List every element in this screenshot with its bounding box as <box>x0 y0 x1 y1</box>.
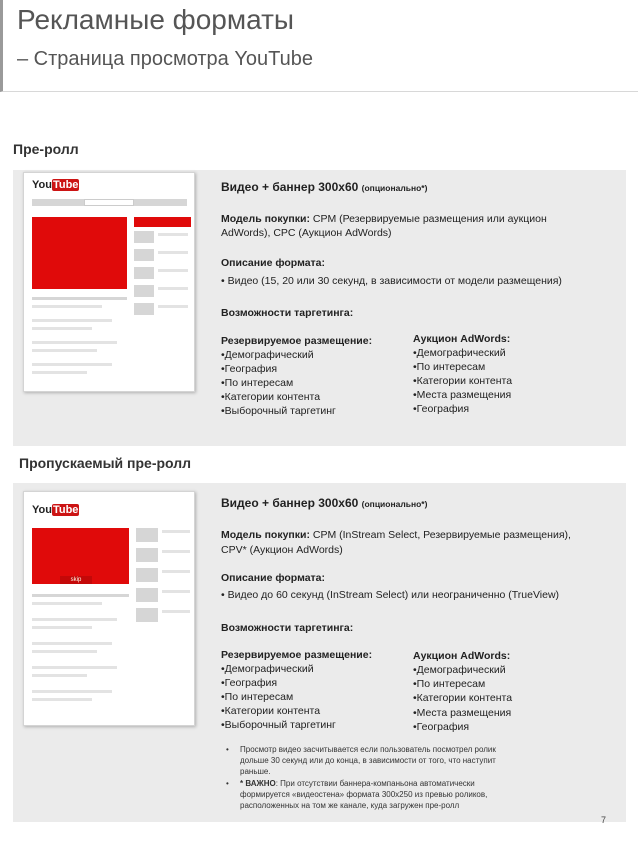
description-label: Описание формата: <box>221 257 326 269</box>
reserved-item: •Выборочный таргетинг <box>221 405 336 417</box>
mock-line <box>32 371 87 374</box>
page-number: 7 <box>601 815 607 825</box>
targeting-label: Возможности таргетинга: <box>221 307 354 319</box>
reserved-item: •По интересам <box>221 691 294 703</box>
section-title-preroll: Пре-ролл <box>13 141 79 157</box>
format-headline: Видео + баннер 300x60 (опционально*) <box>221 496 428 510</box>
mock-skip-button: skip <box>60 576 92 584</box>
mock-thumb <box>134 231 154 243</box>
auction-item: •Категории контента <box>413 692 513 704</box>
reserved-item: •Категории контента <box>221 705 321 717</box>
auction-title: Аукцион AdWords: <box>413 650 511 662</box>
footnote-bullet: • <box>226 779 229 788</box>
auction-item: •Категории контента <box>413 375 513 387</box>
reserved-item: •География <box>221 677 278 689</box>
purchase-model: Модель покупки: CPM (InStream Select, Резервируемые размещения), <box>221 529 571 541</box>
footnote-2-line: * ВАЖНО: При отсутствии баннера-компаньона автоматически <box>240 779 475 788</box>
mock-thumb <box>136 528 158 542</box>
mock-line <box>158 269 188 272</box>
mock-line <box>32 690 112 693</box>
mock-line <box>32 674 87 677</box>
mock-line <box>32 297 127 300</box>
footnote-2-line: формируется «видеостена» формата 300x250 из превью роликов, <box>240 790 488 799</box>
youtube-page-mockup <box>23 491 195 726</box>
reserved-item: •Демографический <box>221 663 314 675</box>
auction-title: Аукцион AdWords: <box>413 333 511 345</box>
youtube-logo: YouTube <box>32 504 79 516</box>
section-title-skippable-preroll: Пропускаемый пре-ролл <box>19 455 192 471</box>
slide-header <box>0 0 638 92</box>
mock-line <box>162 570 190 573</box>
mock-thumb <box>134 267 154 279</box>
mock-line <box>32 602 102 605</box>
auction-item: •География <box>413 403 470 415</box>
format-headline: Видео + баннер 300x60 (опционально*) <box>221 180 428 194</box>
mock-video-player <box>32 217 127 289</box>
youtube-logo: YouTube <box>32 179 79 191</box>
mock-line <box>32 327 92 330</box>
mock-line <box>32 626 92 629</box>
mock-line <box>32 319 112 322</box>
slide-title: Рекламные форматы <box>17 4 295 35</box>
description-label: Описание формата: <box>221 572 326 584</box>
mock-thumb <box>134 303 154 315</box>
mock-line <box>32 341 117 344</box>
mock-line <box>32 650 97 653</box>
mock-thumb <box>134 285 154 297</box>
mock-line <box>32 349 97 352</box>
description-text: • Видео до 60 секунд (InStream Select) или неограниченно (TrueView) <box>221 589 560 601</box>
mock-thumb <box>134 249 154 261</box>
reserved-title: Резервируемое размещение: <box>221 649 373 661</box>
reserved-item: •Категории контента <box>221 391 321 403</box>
mock-line <box>32 642 112 645</box>
mock-line <box>162 590 190 593</box>
auction-item: •Места размещения <box>413 707 512 719</box>
auction-item: •Демографический <box>413 664 506 676</box>
mock-line <box>158 251 188 254</box>
footnote-1-line: раньше. <box>240 767 271 776</box>
mock-thumb <box>136 548 158 562</box>
mock-line <box>158 305 188 308</box>
slide-subtitle: – Страница просмотра YouTube <box>17 48 313 70</box>
mock-line <box>32 698 92 701</box>
youtube-page-mockup <box>23 172 195 392</box>
footnote-1-line: дольше 30 секунд или до конца, в зависимости от того, что наступит <box>240 756 496 765</box>
footnote-2-line: расположенных на том же канале, куда загружен пре-ролл <box>240 801 460 810</box>
mock-line <box>32 594 129 597</box>
mock-line <box>32 666 117 669</box>
footnote-bullet: • <box>226 745 229 754</box>
mock-line <box>158 233 188 236</box>
auction-item: •По интересам <box>413 361 486 373</box>
mock-line <box>162 610 190 613</box>
reserved-item: •География <box>221 363 278 375</box>
auction-item: •По интересам <box>413 678 486 690</box>
purchase-model-line: AdWords), CPC (Аукцион AdWords) <box>221 227 392 239</box>
mock-banner-300x60 <box>134 217 191 227</box>
reserved-item: •Демографический <box>221 349 314 361</box>
mock-line <box>32 305 102 308</box>
mock-thumb <box>136 588 158 602</box>
description-text: • Видео (15, 20 или 30 секунд, в зависимости от модели размещения) <box>221 275 562 287</box>
mock-search-input <box>84 199 134 206</box>
reserved-title: Резервируемое размещение: <box>221 335 373 347</box>
mock-thumb <box>136 608 158 622</box>
mock-line <box>32 363 112 366</box>
mock-line <box>158 287 188 290</box>
mock-thumb <box>136 568 158 582</box>
footnote-1-line: Просмотр видео засчитывается если пользователь посмотрел ролик <box>240 745 496 754</box>
purchase-model-line: CPV* (Аукцион AdWords) <box>221 544 343 556</box>
auction-item: •Места размещения <box>413 389 512 401</box>
mock-line <box>32 618 117 621</box>
auction-item: •Демографический <box>413 347 506 359</box>
purchase-model: Модель покупки: CPM (Резервируемые размещения или аукцион <box>221 213 547 225</box>
reserved-item: •Выборочный таргетинг <box>221 719 336 731</box>
reserved-item: •По интересам <box>221 377 294 389</box>
auction-item: •География <box>413 721 470 733</box>
targeting-label: Возможности таргетинга: <box>221 622 354 634</box>
mock-line <box>162 530 190 533</box>
mock-line <box>162 550 190 553</box>
